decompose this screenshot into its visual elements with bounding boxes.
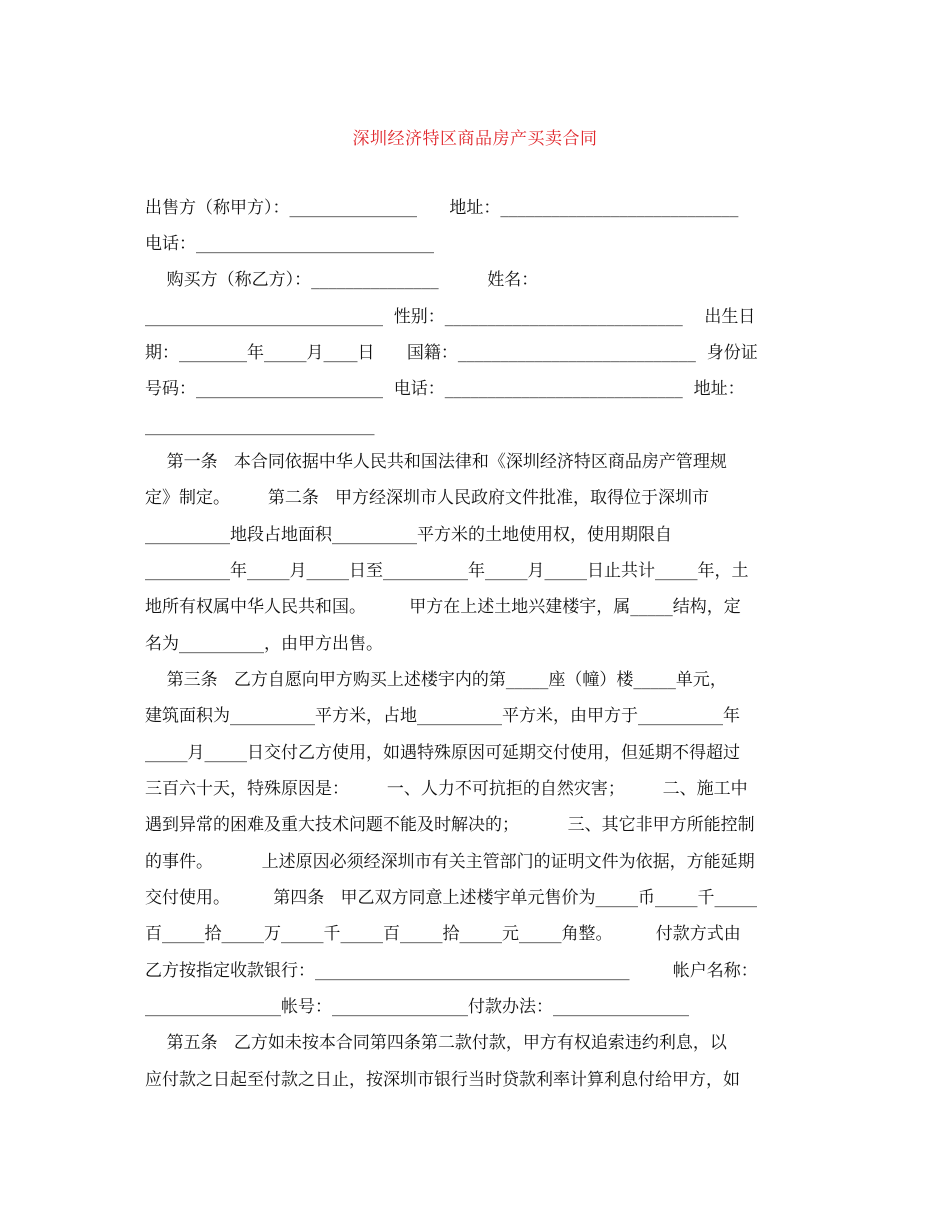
text-line: 百_____拾_____万_____千_____百_____拾_____元_____角整。 付款方式由 bbox=[145, 924, 741, 944]
text-line: 购买方（称乙方）：_______________ 姓名： bbox=[145, 270, 539, 290]
document-title: 深圳经济特区商品房产买卖合同 bbox=[352, 129, 598, 149]
text-line: 号码：______________________ 电话：____________________________ 地址： bbox=[145, 379, 745, 399]
text-line: 第五条 乙方如未按本合同第四条第二款付款，甲方有权追索违约利息，以 bbox=[145, 1033, 727, 1053]
text-line: ________________帐号：________________付款办法：________________ bbox=[145, 997, 689, 1017]
text-line: 的事件。 上述原因必须经深圳市有关主管部门的证明文件为依据，方能延期 bbox=[145, 852, 755, 872]
text-line: 电话：____________________________ bbox=[145, 234, 434, 254]
text-line: 交付使用。 第四条 甲乙双方同意上述楼宇单元售价为_____币_____千_____ bbox=[145, 888, 757, 908]
text-line: 名为__________，由甲方出售。 bbox=[145, 634, 383, 654]
text-line: 应付款之日起至付款之日止，按深圳市银行当时贷款利率计算利息付给甲方，如 bbox=[145, 1070, 740, 1090]
text-line: ____________________________ 性别：____________________________ 出生日 bbox=[145, 307, 756, 327]
text-line: 地所有权属中华人民共和国。 甲方在上述土地兴建楼宇，属_____结构，定 bbox=[145, 597, 741, 617]
text-line: 第一条 本合同依据中华人民共和国法律和《深圳经济特区商品房产管理规 bbox=[145, 452, 727, 472]
text-line: 建筑面积为__________平方米，占地__________平方米，由甲方于__________年 bbox=[145, 706, 740, 726]
text-line: 第三条 乙方自愿向甲方购买上述楼宇内的第_____座（幢）楼_____单元， bbox=[145, 670, 727, 690]
text-line: 定》制定。 第二条 甲方经深圳市人民政府文件批准，取得位于深圳市 bbox=[145, 488, 710, 508]
text-line: __________年_____月_____日至__________年_____月_____日止共计_____年，土 bbox=[145, 561, 749, 581]
text-line: 三百六十天，特殊原因是： 一、人力不可抗拒的自然灾害； 二、施工中 bbox=[145, 779, 748, 799]
text-line: ___________________________ bbox=[145, 416, 375, 436]
text-line: 乙方按指定收款银行：_____________________________________ 帐户名称： bbox=[145, 961, 758, 981]
text-line: __________地段占地面积__________平方米的土地使用权，使用期限自 bbox=[145, 525, 672, 545]
text-line: 遇到异常的困难及重大技术问题不能及时解决的； 三、其它非甲方所能控制 bbox=[145, 815, 755, 835]
text-line: _____月_____日交付乙方使用，如遇特殊原因可延期交付使用，但延期不得超过 bbox=[145, 743, 740, 763]
text-line: 期：________年_____月____日 国籍：____________________________ 身份证 bbox=[145, 343, 758, 363]
text-line: 出售方（称甲方）：_______________ 地址：____________________________ bbox=[145, 198, 739, 218]
